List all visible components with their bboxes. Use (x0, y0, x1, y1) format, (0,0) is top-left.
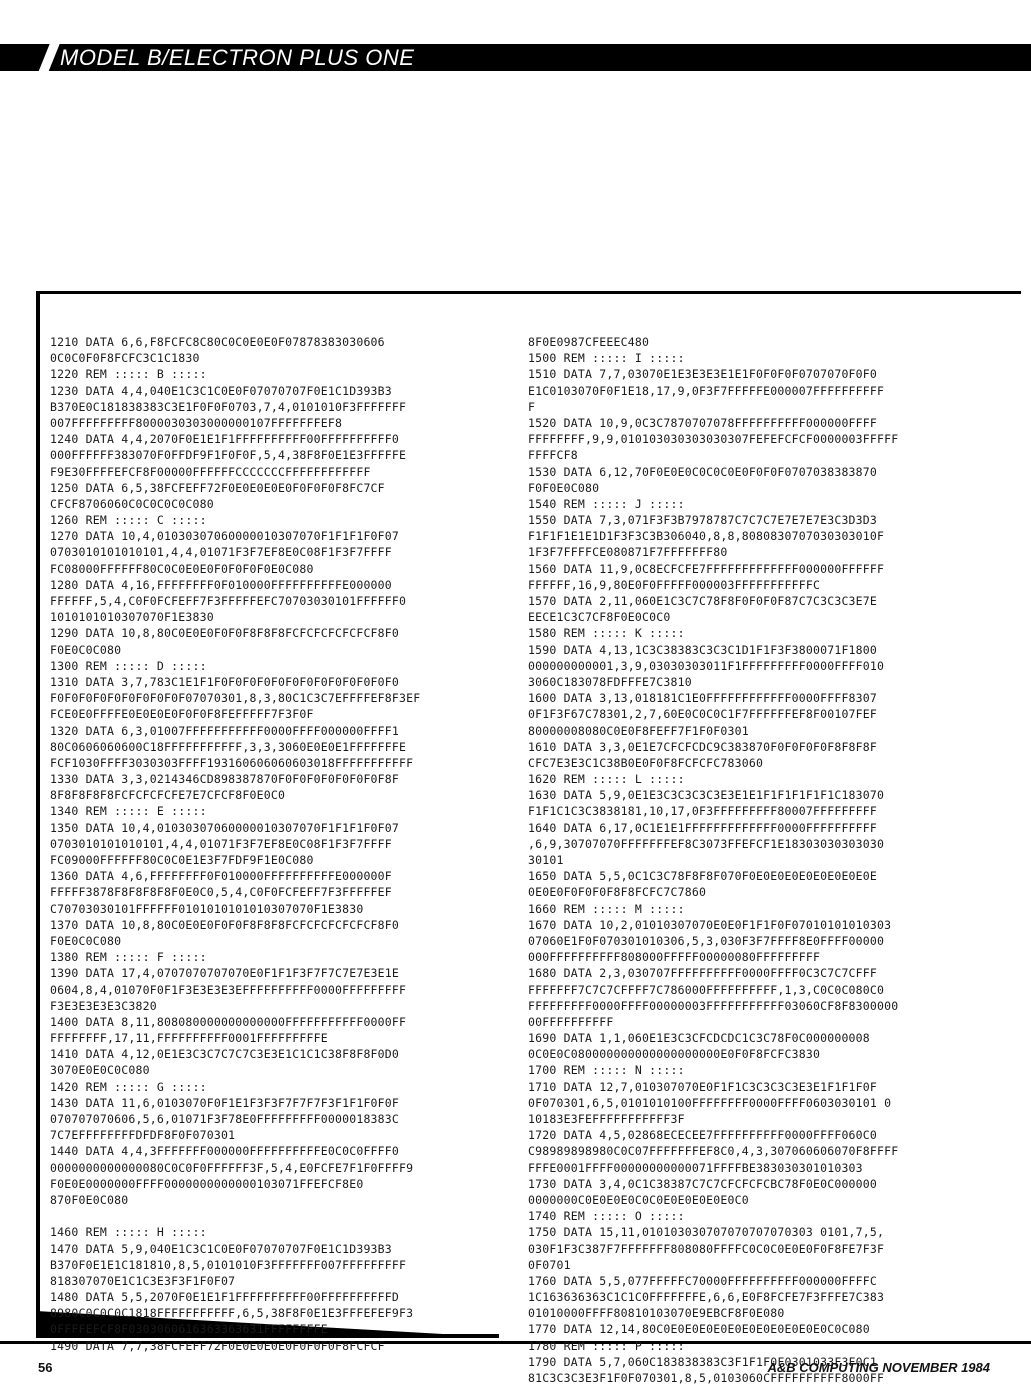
listing-line: 0C0E0C080000000000000000000E0F0F8FCFC3830 (528, 1047, 821, 1062)
listing-line: 0FFFFEFCF8F0303060616363363631FFFFFFFFE (50, 1322, 328, 1337)
listing-line: 07060E1F0F070301010306,5,3,030F3F7FFFF8E0FFFF00000 (528, 933, 885, 948)
listing-line: FC09000FFFFFF80C0C0E1E3F7FDF9F1E0C080 (50, 853, 314, 867)
listing-line: 1790 DATA 5,7,060C183838383C3F1F1F0F0301033F3F0C1 (528, 1354, 878, 1369)
listing-line: 1330 DATA 3,3,0214346CD898387870F0F0F0F0F0F0F0F8F (50, 772, 400, 787)
listing-line: 1250 DATA 6,5,38FCFEFF72F0E0E0E0E0F0F0F0F8FC7CF (50, 480, 385, 495)
listing-line: 81C3C3C3E3F1F0F070301,8,5,0103060CFFFFFFFFFF8000FF (528, 1371, 885, 1385)
listing-line: 1230 DATA 4,4,040E1C3C1C0E0F07070707F0E1C1D393B3 (50, 383, 392, 398)
listing-line: F (528, 399, 536, 414)
listing-line: FFFFFFFF,9,9,010103030303030307FEFEFCFCF0000003FFFFF (528, 432, 899, 447)
listing-line: F1F1C1C3C3838181,10,17,0F3FFFFFFFFF80007FFFFFFFFF (528, 804, 878, 819)
listing-line: 1720 DATA 4,5,02868ECECEE7FFFFFFFFFF0000FFFF060C0 (528, 1128, 878, 1143)
listing-line: 1350 DATA 10,4,01030307060000010307070F1F1F1F0F07 (50, 820, 400, 835)
listing-line: 030F1F3C387F7FFFFFFF808080FFFFC0C0C0E0E0F0F8FE7F3F (528, 1241, 885, 1256)
listing-line: ,6,9,30707070FFFFFFFEF8C3073FFEFCF1E18303030303030 (528, 836, 885, 851)
listing-line: 1440 DATA 4,4,3FFFFFFF000000FFFFFFFFFFE0C0C0FFFF0 (50, 1144, 400, 1159)
listing-line: 1C163636363C1C1C0FFFFFFFE,6,6,E0F8FCFE7F3FFFE7C383 (528, 1290, 885, 1305)
listing-line: 1610 DATA 3,3,0E1E7CFCFCDC9C383870F0F0F0F0F8F8F8F (528, 739, 878, 754)
listing-line: F0E0E0000000FFFF0000000000000103071FFEFCF8E0 (50, 1176, 364, 1191)
listing-line: 1310 DATA 3,7,783C1E1F1F0F0F0F0F0F0F0F0F0F0F0F0F0 (50, 674, 400, 689)
listing-line: 0E0E0F0F0F0F8F8FCFC7C7860 (528, 885, 707, 900)
listing-line: 1600 DATA 3,13,018181C1E0FFFFFFFFFFFF0000FFFF8307 (528, 691, 878, 706)
listing-line: FFFFFFFFF0000FFFF00000003FFFFFFFFFFF03060CF8F8300000 (528, 998, 899, 1013)
listing-line: 1380 REM ::::: F ::::: (50, 950, 207, 965)
listing-line: F0F0F0F0F0F0F0F0F0F07070301,8,3,80C1C3C7EFFFFEF8F3EF (50, 691, 421, 706)
listing-line: CFC7E3E3C1C38B0E0F0F8FCFCFC783060 (528, 755, 764, 770)
listing-line: FFFFF3878F8F8F8F8F0E0C0,5,4,C0F0FCFEFF7F3FFFFFEF (50, 885, 392, 900)
listing-line: 1550 DATA 7,3,071F3F3B7978787C7C7C7E7E7E7E3C3D3D3 (528, 513, 878, 528)
header-title: MODEL B/ELECTRON PLUS ONE (60, 45, 415, 70)
listing-line: 870F0E0C080 (50, 1192, 129, 1207)
listing-line: 1540 REM ::::: J ::::: (528, 496, 685, 511)
listing-line: 0703010101010101,4,4,01071F3F7EF8E0C08F1F3F7FFFF (50, 836, 392, 851)
listing-line: 1590 DATA 4,13,1C3C38383C3C3C1D1F1F3F3800071F1800 (528, 642, 878, 657)
listing-line: 1280 DATA 4,16,FFFFFFFF0F010000FFFFFFFFFFE000000 (50, 577, 392, 592)
listing-line: FC08000FFFFFF80C0C0E0E0F0F0F0F0E0C080 (50, 561, 314, 576)
listing-line: 1F3F7FFFFCE080871F7FFFFFFF80 (528, 545, 728, 560)
listing-line: 1660 REM ::::: M ::::: (528, 901, 685, 916)
page-number: 56 (38, 1360, 53, 1375)
listing-line: 0F070301,6,5,0101010100FFFFFFFF0000FFFF0603030101 0 (528, 1095, 892, 1110)
listing-line: 1290 DATA 10,8,80C0E0E0F0F0F8F8F8FCFCFCFCFCFCF8F0 (50, 626, 400, 641)
listing-line: 8F0E0987CFEEEC480 (528, 335, 650, 349)
listing-line: 1220 REM ::::: B ::::: (50, 367, 207, 382)
listing-line: 0000000000000080C0C0F0FFFFFF3F,5,4,E0FCFE7F1F0FFFF9 (50, 1160, 414, 1175)
listing-line: 1690 DATA 1,1,060E1E3C3CFCDCDC1C3C78F0C000000008 (528, 1031, 870, 1046)
listing-line: 818307070E1C1C3E3F3F1F0F07 (50, 1273, 236, 1288)
listing-line: 3060C183078FDFFFE7C3810 (528, 674, 692, 689)
listing-line: 1390 DATA 17,4,0707070707070E0F1F1F3F7F7C7E7E3E1E (50, 966, 400, 981)
listing-line: 0F1F3F67C78301,2,7,60E0C0C0C1F7FFFFFFEF8F00107FEF (528, 707, 878, 722)
listing-line: E1C0103070F0F1E18,17,9,0F3F7FFFFFE000007FFFFFFFFFF (528, 383, 885, 398)
listing-line: 1780 REM ::::: P ::::: (528, 1338, 685, 1353)
listing-line: 00FFFFFFFFFF (528, 1014, 614, 1029)
listing-line: 1730 DATA 3,4,0C1C38387C7C7CFCFCFCBC78F0E0C000000 (528, 1176, 878, 1191)
listing-line: 1480 DATA 5,5,2070F0E1E1F1FFFFFFFFFF00FFFFFFFFFFD (50, 1290, 400, 1305)
listing-line: 1560 DATA 11,9,0C8ECFCFE7FFFFFFFFFFFFF000000FFFFFF (528, 561, 885, 576)
listing-line: 1340 REM ::::: E ::::: (50, 804, 207, 819)
listing-line: 8F8F8F8F8FCFCFCFCFE7E7CFCF8F0E0C0 (50, 788, 286, 803)
listing-line: 1630 DATA 5,9,0E1E3C3C3C3C3E3E1E1F1F1F1F1F1C183070 (528, 788, 885, 803)
listing-line: 1580 REM ::::: K ::::: (528, 626, 685, 641)
listing-line: EECE1C3C7CF8F0E0C0C0 (528, 610, 671, 625)
magazine-credit: A&B COMPUTING NOVEMBER 1984 (767, 1360, 990, 1375)
listing-line: CFCF8706060C0C0C0C0C080 (50, 496, 214, 511)
listing-line: 1360 DATA 4,6,FFFFFFFF0F010000FFFFFFFFFFE000000F (50, 869, 392, 884)
listing-line: 1530 DATA 6,12,70F0E0E0C0C0C0E0F0F0F0707038383870 (528, 464, 878, 479)
listing-line: 1510 DATA 7,7,03070E1E3E3E3E1E1F0F0F0F0707070F0F0 (528, 367, 878, 382)
listing-line: 01010000FFFF80810103070E9EBCF8F0E080 (528, 1306, 785, 1321)
listing-line: 000FFFFFF383070F0FFDF9F1F0F0F,5,4,38F8F0E1E3FFFFFE (50, 448, 407, 463)
listing-line: 0604,8,4,01070F0F1F3E3E3E3EFFFFFFFFFF0000FFFFFFFFF (50, 982, 407, 997)
listing-line: 0000000C0E0E0E0C0C0E0E0E0E0E0C0 (528, 1192, 749, 1207)
listing-line: 1420 REM ::::: G ::::: (50, 1079, 207, 1094)
listing-line: FFFFFF,5,4,C0F0FCFEFF7F3FFFFFEFC70703030101FFFFFF0 (50, 594, 407, 608)
listing-line: F3E3E3E3E3C3820 (50, 998, 157, 1013)
listing-line: 1740 REM ::::: O ::::: (528, 1209, 685, 1224)
listing-line: 1260 REM ::::: C ::::: (50, 513, 207, 528)
listing-line: 1620 REM ::::: L ::::: (528, 772, 685, 787)
listing-line: 1680 DATA 2,3,030707FFFFFFFFFF0000FFFF0C3C7C7CFFF (528, 966, 878, 981)
listing-line: F0E0C0C080 (50, 642, 122, 657)
listing-line: 0C0C0F0F8FCFC3C1C1830 (50, 351, 200, 366)
listing-line: 007FFFFFFFFF8000030303000000107FFFFFFFEF8 (50, 415, 343, 430)
listing-line: 1570 DATA 2,11,060E1C3C7C78F8F0F0F0F87C7C3C3C3E7E (528, 594, 878, 608)
listing-line: FFFFFF,16,9,80E0F0FFFFF000003FFFFFFFFFFFC (528, 577, 821, 592)
listing-line: 1750 DATA 15,11,010103030707070707070303 0101,7,5, (528, 1225, 885, 1240)
listing-line: 80000008080C0E0F8FEFF7F1F0F0301 (528, 723, 749, 738)
listing-line: C98989898980C0C07FFFFFFFEF8C0,4,3,307060606070F8FFFF (528, 1144, 899, 1159)
listing-line: B370F0E1E1C181810,8,5,0101010F3FFFFFFF007FFFFFFFFF (50, 1257, 407, 1272)
listing-line: 1500 REM ::::: I ::::: (528, 351, 685, 366)
listing-line (50, 1208, 510, 1224)
listing-line: F1F1F1E1E1D1F3F3C3B306040,8,8,8080830707030303010F (528, 529, 885, 544)
listing-line: 1270 DATA 10,4,01030307060000010307070F1F1F1F0F07 (50, 529, 400, 544)
listing-line: 0F0701 (528, 1257, 571, 1272)
listing-line: 1460 REM ::::: H ::::: (50, 1225, 207, 1240)
listing-line: FFFFFFFF,17,11,FFFFFFFFFF0001FFFFFFFFFE (50, 1031, 328, 1046)
listing-line: 1400 DATA 8,11,808080000000000000FFFFFFFFFFF0000FF (50, 1014, 407, 1029)
listing-line: 1240 DATA 4,4,2070F0E1E1F1FFFFFFFFFF00FFFFFFFFFF0 (50, 432, 400, 447)
listing-line: 8980C0C0C0C1818FFFFFFFFFFF,6,5,38F8F0E1E3FFFEFEF9F3 (50, 1306, 414, 1321)
listing-line: 1490 DATA 7,7,38FCFEFF72F0E0E0E0E0F0F0F0F8FCFCF (50, 1338, 385, 1353)
listing-line: 000FFFFFFFFFF808000FFFFF00000080FFFFFFFFF (528, 950, 821, 965)
listing-line: FFFE0001FFFF00000000000071FFFFBE383030301010303 (528, 1160, 863, 1175)
listing-line: 30101 (528, 853, 564, 867)
listing-line: FFFFCF8 (528, 448, 578, 463)
listing-line: 1430 DATA 11,6,0103070F0F1E1F3F3F7F7F7F3F1F1F0F0F (50, 1095, 400, 1110)
listing-line: 10183E3FEFFFFFFFFFFF3F (528, 1112, 685, 1126)
listing-line: 1700 REM ::::: N ::::: (528, 1063, 685, 1078)
listing-line: 80C0606060600C18FFFFFFFFFFF,3,3,3060E0E0E1FFFFFFFE (50, 739, 407, 754)
listing-line: 1520 DATA 10,9,0C3C7870707078FFFFFFFFFF000000FFFF (528, 415, 878, 430)
listing-line: C70703030101FFFFFF0101010101010307070F1E3830 (50, 901, 364, 916)
listing-line: 1640 DATA 6,17,0C1E1E1FFFFFFFFFFFFF0000FFFFFFFFFF (528, 820, 878, 835)
listing-line: 1320 DATA 6,3,01007FFFFFFFFFFF0000FFFF000000FFFF1 (50, 723, 400, 738)
listing-line: 3070E0E0C0C080 (50, 1063, 150, 1078)
listing-line: F0E0C0C080 (50, 933, 122, 948)
listing-line: 0703010101010101,4,4,01071F3F7EF8E0C08F1F3F7FFFF (50, 545, 392, 560)
listing-line: F9E30FFFFEFCF8F00000FFFFFFCCCCCCCFFFFFFFFFFFF (50, 464, 371, 479)
listing-line: 1760 DATA 5,5,077FFFFFC70000FFFFFFFFFF000000FFFFC (528, 1273, 878, 1288)
listing-line: 1010101010307070F1E3830 (50, 610, 214, 625)
listing-line: B370E0C181838383C3E1F0F0F0703,7,4,0101010F3FFFFFFF (50, 399, 407, 414)
listing-line: F0F0E0C080 (528, 480, 600, 495)
listing-line: 1370 DATA 10,8,80C0E0E0F0F0F8F8F8FCFCFCFCFCFCF8F0 (50, 917, 400, 932)
listing-line: FCF1030FFFF3030303FFFF193160606060603018FFFFFFFFFFF (50, 755, 414, 770)
listing-line: FFFFFFF7C7C7CFFFF7C786000FFFFFFFFFF,1,3,C0C0C080C0 (528, 982, 885, 997)
listing-column-left (50, 334, 510, 1354)
listing-line: 1300 REM ::::: D ::::: (50, 658, 207, 673)
listing-line: 1710 DATA 12,7,010307070E0F1F1C3C3C3C3E3E1F1F1F0F (528, 1079, 878, 1094)
listing-line: 1410 DATA 4,12,0E1E3C3C7C7C7C3E3E1C1C1C38F8F8F0D0 (50, 1047, 400, 1062)
listing-line: 1770 DATA 12,14,80C0E0E0E0E0E0E0E0E0E0E0E0C0C080 (528, 1322, 870, 1337)
listing-line: 1650 DATA 5,5,0C1C3C78F8F8F070F0E0E0E0E0E0E0E0E0E (528, 869, 878, 884)
listing-line: FCE0E0FFFFE0E0E0E0F0F0F8FEFFFFF7F3F0F (50, 707, 314, 722)
listing-column-right (528, 334, 1008, 1386)
listing-line: 1670 DATA 10,2,01010307070E0E0F1F1F0F07010101010303 (528, 917, 892, 932)
listing-line: 1470 DATA 5,9,040E1C3C1C0E0F07070707F0E1C1D393B3 (50, 1241, 392, 1256)
listing-line: 070707070606,5,6,01071F3F78E0FFFFFFFFF0000018383C (50, 1112, 400, 1126)
listing-line: 7C7EFFFFFFFFDFDF8F0F070301 (50, 1128, 236, 1143)
listing-line: 000000000001,3,9,03030303011F1FFFFFFFFF0000FFFF010 (528, 658, 885, 673)
listing-line: 1210 DATA 6,6,F8FCFC8C80C0C0E0E0F07878383030606 (50, 335, 385, 349)
